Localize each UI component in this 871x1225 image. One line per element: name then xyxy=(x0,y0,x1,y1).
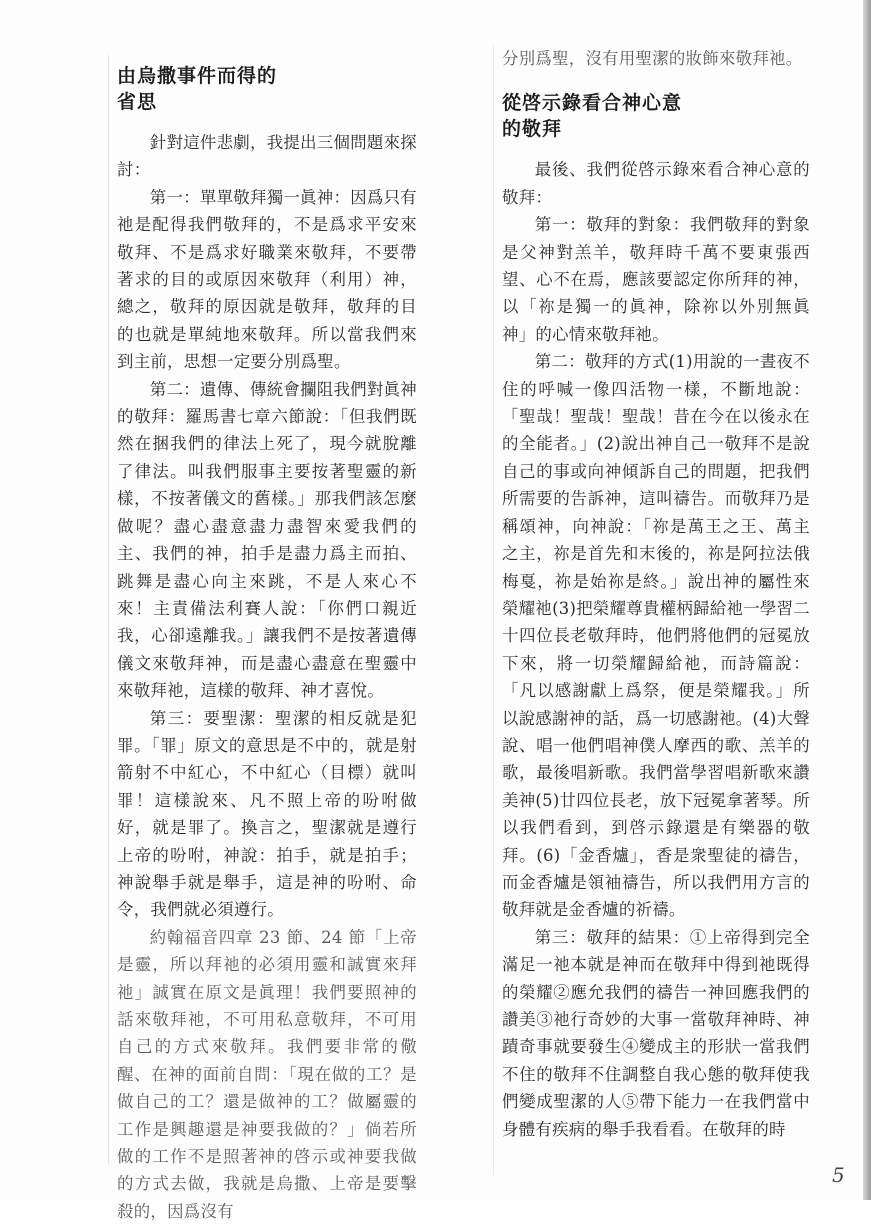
paragraph-point-two: 第二：遺傳、傳統會攔阻我們對眞神的敬拜：羅馬書七章六節說：「但我們既然在捆我們的律法上死了，現今就脫離了律法。叫我們服事主要按著聖靈的新樣，不按著儀文的舊樣。」那我們該怎麼做呢？盡心盡意盡力盡智來愛我們的主、我們的神，拍手是盡力爲主而拍、跳舞是盡心向主來跳，不是人來心不來！主責備法利賽人說：「你們口親近我，心卻遠離我。」讓我們不是按著遺傳儀文來敬拜神，而是盡心盡意在聖靈中來敬拜祂，這樣的敬拜、神才喜悅。 xyxy=(117,379,417,701)
paragraph-continuation: 分別爲聖，沒有用聖潔的妝飾來敬拜祂。 xyxy=(502,49,803,68)
paragraph-revelation-intro: 最後、我們從啓示錄來看合神心意的敬拜： xyxy=(502,160,810,207)
section-heading-revelation xyxy=(502,90,810,142)
scan-edge-shadow xyxy=(863,0,871,1200)
paragraph-point-three: 第三：要聖潔：聖潔的相反就是犯罪。「罪」原文的意思是不中的，就是射箭射不中紅心，不中紅心（目標）就叫罪！這樣說來、凡不照上帝的吩咐做好，就是罪了。換言之，聖潔就是遵行上帝的吩咐，神說：拍手，就是拍手；神說舉手就是舉手，這是神的吩咐、命令，我們就必須遵行。 xyxy=(117,708,417,920)
paragraph-john-four: 約翰福音四章 23 節、24 節「上帝是靈，所以拜祂的必須用靈和誠實來拜祂」誠實在原文是眞理！我們要照神的話來敬拜祂，不可用私意敬拜，不可用自己的方式來敬拜。我們要非常的儆醒、在神的面前自問：「現在做的工？是做自己的工？還是做神的工？做屬靈的工作是興趣還是神要我做的？」倘若所做的工作不是照著神的啓示或神要我做的方式去做，我就是烏撒、上帝是要擊殺的，因爲沒有 xyxy=(117,927,417,1221)
paragraph-worship-result: 第三：敬拜的結果：①上帝得到完全滿足一祂本就是神而在敬拜中得到祂既得的榮耀②應允我們的禱告一神回應我們的讚美③祂行奇妙的大事一當敬拜神時、神蹟奇事就要發生④變成主的形狀一當我們不住的敬拜不住調整自我心態的敬拜使我們變成聖潔的人⑤帶下能力一在我們當中身體有疾病的舉手我看看。在敬拜的時 xyxy=(502,927,810,1139)
heading-line-1: 由烏撒事件而得的 xyxy=(117,65,278,87)
paragraph-point-one: 第一：單單敬拜獨一眞神：因爲只有祂是配得我們敬拜的，不是爲求平安來敬拜、不是爲求好職業來敬拜，不要帶著求的目的或原因來敬拜（利用）神，總之，敬拜的原因就是敬拜，敬拜的目的也就是單純地來敬拜。所以當我們來到主前，思想一定要分別爲聖。 xyxy=(117,187,417,372)
heading-line-2: 省思 xyxy=(117,91,158,113)
right-column xyxy=(493,45,810,1175)
section-heading-uzzah xyxy=(117,63,417,115)
paragraph-worship-method: 第二：敬拜的方式(1)用說的一晝夜不住的呼喊一像四活物一樣，不斷地說：「聖哉！聖哉！聖哉！昔在今在以後永在的全能者。」(2)說出神自己一敬拜不是說自己的事或向神傾訴自己的問題，把我們所需要的告訴神，這叫禱告。而敬拜乃是稱頌神，向神說：「祢是萬王之王、萬主之主，祢是首先和末後的，祢是阿拉法俄梅戛，祢是始祢是終。」說出神的屬性來榮耀祂(3)把榮耀尊貴權柄歸給祂一學習二十四位長老敬拜時，他們將他們的冠冕放下來，將一切榮耀歸給祂，而詩篇說：「凡以感謝獻上爲祭，便是榮耀我。」所以說感謝神的話，爲一切感謝祂。(4)大聲說、唱一他們唱神僕人摩西的歌、羔羊的歌，最後唱新歌。我們當學習唱新歌來讚美神(5)廿四位長老，放下冠冕拿著琴。所以我們看到，到啓示錄還是有樂器的敬拜。(6)「金香爐」，香是衆聖徒的禱告，而金香爐是領袖禱告，所以我們用方言的敬拜就是金香爐的祈禱。 xyxy=(502,352,810,920)
paragraph-intro: 針對這件悲劇，我提出三個問題來探討： xyxy=(117,133,417,180)
heading-line-1: 從啓示錄看合神心意 xyxy=(502,92,683,115)
left-column xyxy=(108,55,417,1221)
paragraph-worship-object: 第一：敬拜的對象：我們敬拜的對象是父神對羔羊，敬拜時千萬不要東張西望、心不在焉，應該要認定你所拜的神，以「祢是獨一的眞神，除祢以外別無眞神」的心情來敬拜祂。 xyxy=(502,215,810,344)
handwritten-page-number: 5 xyxy=(832,1163,845,1187)
heading-line-2: 的敬拜 xyxy=(502,118,563,141)
